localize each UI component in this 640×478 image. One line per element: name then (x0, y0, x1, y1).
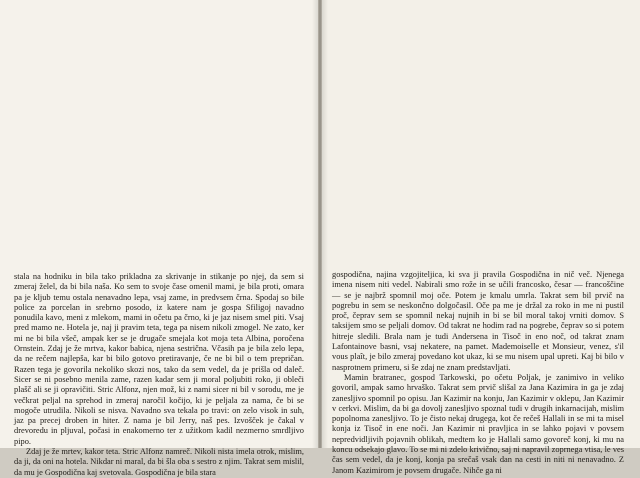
right-paragraph-2: Mamin bratranec, gospod Tarkowski, po očetu Poljak, je zanimivo in veliko govoril, ampak samo hrvaško. Takrat sem prvič slišal za Jana Kazimira in ga je zdaj zanesljivo spomnil po opisu. Jan Kazimir na konju, Jan Kazimir v oklepu, Jan Kazimir v cerkvi. Mislim, da bi ga dovolj zanesljivo spoznal tudi v drugih inkarnacijah, mislim popolnoma zanesljivo. To je čisto nekaj drugega, kot če rečeš Hallali in se mi ta misel konja iz Tisoč in ene noči. Jan Kazimir ni pravljica in se lahko pojavi v povsem nepredvidljivih pojavnih oblikah, medtem ko je Hallali samo govoreč konj, ki mu na koncu odsekajo glavo. To se mi ni zdelo krivično, saj ni napravil zoprnega vtisa, le ves čas sem vedel, da je konj, konja pa srečaš vsak dan na cesti in niti ni nenavadno. Z Janom Kazimirom je povsem drugače. Nihče ga ni (332, 372, 624, 475)
left-page (0, 0, 318, 477)
right-page-text (332, 270, 624, 476)
left-paragraph-1: stala na hodniku in bila tako prikladna za skrivanje in stikanje po njej, da sem si zmeraj želel, da bi bila naša. Ko sem to svoje čase omenil mami, je bila proti, omara pa je kljub temu ostala nenavadno lepa, vsaj zame, in predvsem črna. Spodaj so bile police za porcelan in srebrno posodo, iz katere nam je gospa Sfiligoj navadno ponudila kavo, meni z mlekom, mami in očetu pa črno, ki je jaz nisem smel piti. Vsaj pred mamo ne. Hotela je, naj ji pravim teta, tega pa nisem nikoli zmogel. Ne zato, ker mi ne bi bila všeč, ampak ker se je drugače smejala kot moja teta Albina, poročena Ornstein. Zdaj je že mrtva, kakor babica, njena sestrična. Včasih pa je bila zelo lepa, da ne rečem najlepša, kar bi bilo gotovo pretiravanje, če ne bi bil o tem prepričan. Razen tega je govorila nekoliko skozi nos, tako da sem vedel, da je prišla od daleč. Sicer se ni posebno menila zame, razen kadar sem ji moral poljubiti roko, ji obleči plašč ali se ji opravičiti. Stric Alfonz, njen mož, ki z nami sicer ni bil v sorodu, me je večkrat peljal na sprehod in zmeraj naročil kočijo, ki je peljala za nama, če bi se mogoče utrudila. Nikoli se nisva. Navadno sva tekala po travi: on zelo visok in suh, jaz pa precej droben in hiter. Z nama je bil Jerry, naš pes. Izvošček je čakal v drevoredu in pljuval, počasi in enakomerno ter z užitkom kadil nezmerno smrdljivo pipo. (14, 272, 304, 446)
right-page-shadow (322, 0, 328, 448)
right-page (322, 0, 640, 475)
right-paragraph-1: gospodična, najina vzgojiteljica, ki sva ji pravila Gospodična in nič več. Njenega imena nisem niti vedel. Nabirali smo rože in se učili francosko, česar — francoščine — se je najbrž spomnil moj oče. Potem je kmalu umrla. Takrat sem bil prvič na pogrebu in sem se neskončno dolgočasil. Oče pa me je držal za roko in me ni pustil proč, čeprav sem se spomnil nekaj nujnih in bi se bil moral takoj vrniti domov. S taksijem smo se peljali domov. Od takrat ne hodim rad na pogrebe, čeprav so si potem hitreje sledili. Brala nam je tudi Andersena in Tisoč in eno noč, od takrat znam Lafontainove basni, vsaj nekatere, na pamet. Mademoiselle et Monsieur, venez, s'il vous plaît, je bilo zmeraj povedano kot ukaz, ki se mu nisem upal upreti. Kaj bi bilo v nasprotnem primeru, si še zdaj ne znam predstavljati. (332, 270, 624, 372)
left-page-text (14, 272, 304, 478)
left-paragraph-2: Zdaj je že mrtev, kakor teta. Stric Alfonz namreč. Nikoli nista imela otrok, mislim, da ji, da oni na hotela. Nikdar ni maral, da bi šla oba s sestro z njim. Takrat sem mislil, da mu je Gospodična kaj svetovala. Gospodična je bila stara (14, 447, 304, 477)
